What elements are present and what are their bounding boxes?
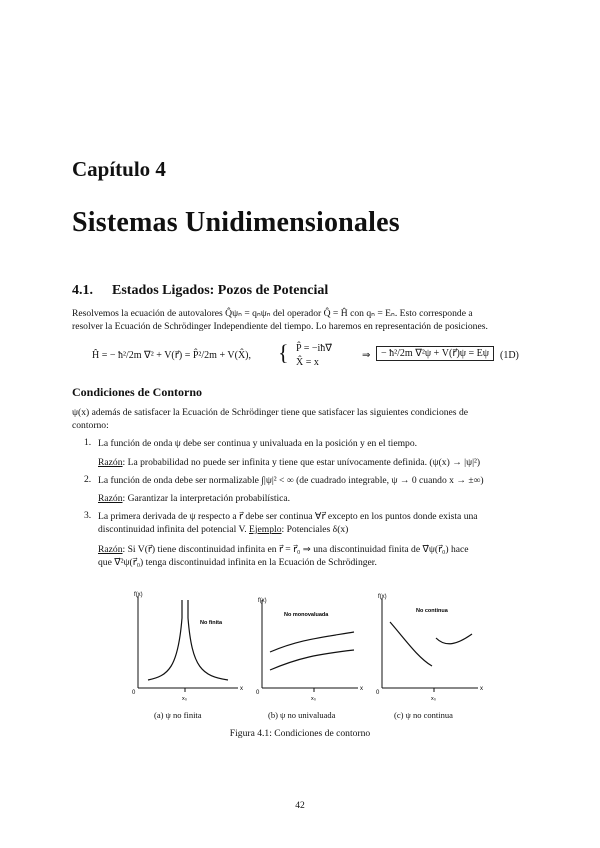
example-label: Ejemplo	[249, 524, 282, 535]
intro-line-1: Resolvemos la ecuación de autovalores Q̂ψₙ = qₙψₙ del operador Q̂ = Ĥ con qₙ = Eₙ. Esto corresponde a	[72, 308, 473, 319]
item-3-reason-line-1	[98, 543, 530, 556]
panel-b-origin: 0	[256, 690, 260, 696]
panel-a-curve-right	[188, 600, 228, 680]
left-brace: {	[278, 340, 289, 365]
item-1-text: La función de onda ψ debe ser continua y univaluada en la posición y en el tiempo.	[98, 438, 418, 449]
figure-caption: Figura 4.1: Condiciones de contorno	[229, 728, 371, 739]
section-title: Estados Ligados: Pozos de Potencial	[112, 283, 329, 298]
panel-b-ylabel: f(x)	[258, 598, 267, 604]
panel-a-tick-label: x₀	[182, 696, 188, 702]
reason-text: : Si V(r⃗) tiene discontinuidad infinita en r⃗ = r⃗₀ ⇒ una discontinuidad finita de ∇⃗ψ(r⃗₀) hace	[122, 544, 469, 555]
chapter-title: Sistemas Unidimensionales	[72, 207, 400, 238]
equation-tag: (1D)	[500, 350, 519, 361]
item-1-number: 1.	[84, 437, 92, 448]
item-3-reason-line-2: que ∇⃗²ψ(r⃗₀) tenga discontinuidad infinita en la Ecuación de Schrödinger.	[98, 557, 377, 568]
item-2-text: La función de onda debe ser normalizable ∫|ψ|² < ∞ (de cuadrado integrable, ψ → 0 cuando x → ±∞)	[98, 475, 484, 486]
panel-c-origin: 0	[376, 690, 380, 696]
section-heading	[72, 283, 328, 299]
reason-label: Razón	[98, 493, 123, 504]
panel-a-caption: (a) ψ no finita	[154, 710, 202, 720]
panel-b	[256, 598, 363, 702]
example-text: : Potenciales δ(x)	[281, 524, 349, 535]
schrodinger-equation-boxed: − ħ²/2m ∇²ψ + V(r⃗)ψ = Eψ	[376, 346, 494, 361]
implies-arrow: ⇒	[362, 350, 371, 361]
conditions-intro-line-2: contorno:	[72, 420, 109, 431]
item-3-text-line-1: La primera derivada de ψ respecto a r⃗ debe ser continua ∀r⃗ excepto en los puntos donde exista una	[98, 511, 478, 522]
panel-a-ylabel: f(x)	[134, 592, 143, 598]
item-2-reason	[98, 492, 530, 505]
item-3-text-pre: discontinuidad infinita del potencial V.	[98, 524, 247, 535]
panel-a-xlabel: x	[240, 686, 243, 692]
panel-b-annotation: No monovaluada	[284, 612, 329, 618]
panel-b-caption: (b) ψ no univaluada	[268, 710, 336, 720]
panel-c-xlabel: x	[480, 686, 483, 692]
panel-b-curve-lower	[270, 650, 354, 670]
panel-c-tick-label: x₀	[431, 696, 437, 702]
reason-label: Razón	[98, 544, 123, 555]
section-number: 4.1.	[72, 283, 93, 298]
panel-c-annotation: No continua	[416, 608, 448, 614]
page-number: 42	[295, 800, 305, 811]
panel-a-origin: 0	[132, 690, 136, 696]
reason-text: : La probabilidad no puede ser infinita y tiene que estar unívocamente definida. (ψ(x) → |ψ|²)	[122, 457, 481, 468]
reason-text: : Garantizar la interpretación probabilística.	[122, 493, 291, 504]
item-2-number: 2.	[84, 474, 92, 485]
panel-c-curve-left	[390, 622, 432, 666]
intro-line-2: resolver la Ecuación de Schrödinger Independiente del tiempo. Lo haremos en representación de posiciones.	[72, 321, 488, 332]
panel-a-annotation: No finita	[200, 620, 222, 626]
subsection-title: Condiciones de Contorno	[72, 385, 203, 399]
momentum-operator: P̂ = −iħ∇⃗	[296, 343, 332, 354]
panel-a	[132, 592, 243, 702]
panel-a-curve-left	[148, 600, 182, 680]
hamiltonian-equation: Ĥ = − ħ²/2m ∇² + V(r⃗) = P̂²/2m + V(X̂),	[92, 350, 252, 361]
item-1-reason	[98, 456, 530, 469]
panel-b-xlabel: x	[360, 686, 363, 692]
item-3-number: 3.	[84, 510, 92, 521]
panel-b-tick-label: x₀	[311, 696, 317, 702]
reason-label: Razón	[98, 457, 123, 468]
panel-b-curve-upper	[270, 632, 354, 652]
position-operator: X̂ = x	[296, 357, 319, 368]
item-3-text-line-2	[98, 523, 530, 536]
conditions-intro-line-1: ψ(x) además de satisfacer la Ecuación de Schrödinger tiene que satisfacer las siguientes condiciones de	[72, 407, 468, 418]
panel-c-ylabel: f(x)	[378, 594, 387, 600]
panel-c-caption: (c) ψ no continua	[394, 710, 453, 720]
panel-c-curve-right	[436, 634, 472, 644]
boundary-conditions-figure	[128, 588, 488, 708]
panel-c	[376, 594, 483, 702]
chapter-label: Capítulo 4	[72, 157, 166, 181]
